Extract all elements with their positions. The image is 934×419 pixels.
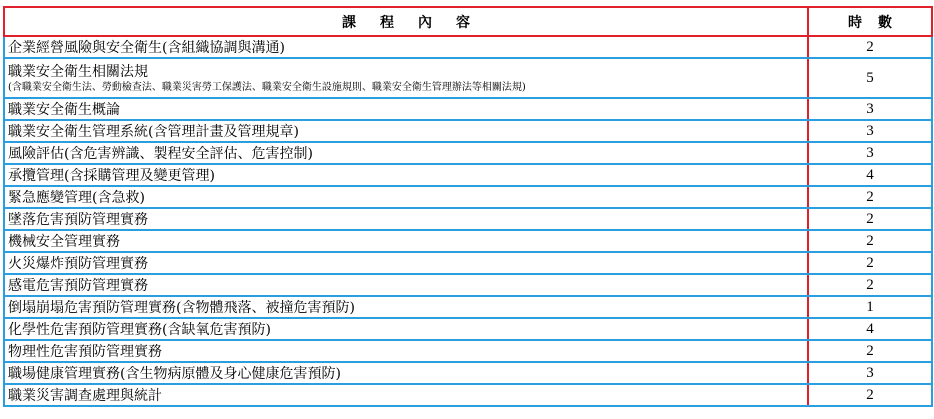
course-content-cell <box>4 58 808 98</box>
course-content-cell: 職業安全衛生管理系統(含管理計畫及管理規章) <box>4 120 808 142</box>
hours-header: 時數 <box>808 7 932 36</box>
table-row <box>4 318 932 340</box>
hours-cell: 4 <box>808 318 932 340</box>
hours-cell: 2 <box>808 340 932 362</box>
hours-cell: 3 <box>808 362 932 384</box>
course-content-cell: 墜落危害預防管理實務 <box>4 208 808 230</box>
course-content-cell: 風險評估(含危害辨識、製程安全評估、危害控制) <box>4 142 808 164</box>
table-row <box>4 120 932 142</box>
hours-cell: 2 <box>808 252 932 274</box>
table-row <box>4 58 932 98</box>
course-content-cell: 化學性危害預防管理實務(含缺氧危害預防) <box>4 318 808 340</box>
table-row <box>4 340 932 362</box>
course-content-cell: 機械安全管理實務 <box>4 230 808 252</box>
table-row <box>4 362 932 384</box>
hours-cell: 2 <box>808 186 932 208</box>
hours-cell: 3 <box>808 120 932 142</box>
course-hours-table <box>3 6 933 407</box>
hours-cell: 4 <box>808 164 932 186</box>
table-row <box>4 384 932 406</box>
course-content-header: 課程內容 <box>4 7 808 36</box>
table-row <box>4 164 932 186</box>
hours-cell: 2 <box>808 208 932 230</box>
table-row <box>4 142 932 164</box>
course-content-cell: 緊急應變管理(含急救) <box>4 186 808 208</box>
hours-cell: 3 <box>808 142 932 164</box>
course-content-cell: 倒塌崩塌危害預防管理實務(含物體飛落、被撞危害預防) <box>4 296 808 318</box>
course-content-cell: 職業安全衛生概論 <box>4 98 808 120</box>
course-content-cell: 承攬管理(含採購管理及變更管理) <box>4 164 808 186</box>
table-row <box>4 230 932 252</box>
hours-cell: 2 <box>808 384 932 406</box>
course-content-cell: 火災爆炸預防管理實務 <box>4 252 808 274</box>
table-row <box>4 36 932 58</box>
course-content-cell: 職場健康管理實務(含生物病原體及身心健康危害預防) <box>4 362 808 384</box>
course-content-cell: 職業災害調查處理與統計 <box>4 384 808 406</box>
course-content-subtitle: (含職業安全衛生法、勞動檢查法、職業災害勞工保護法、職業安全衛生設施規則、職業安全衛生管理辦法等相關法規) <box>8 81 526 93</box>
course-hours-table-container <box>3 6 931 419</box>
course-content-cell: 感電危害預防管理實務 <box>4 274 808 296</box>
table-row <box>4 186 932 208</box>
hours-cell: 2 <box>808 274 932 296</box>
table-row <box>4 252 932 274</box>
course-content-main: 職業安全衛生相關法規 <box>8 63 148 80</box>
hours-cell: 5 <box>808 58 932 98</box>
table-row <box>4 98 932 120</box>
course-content-cell: 企業經營風險與安全衛生(含組織協調與溝通) <box>4 36 808 58</box>
hours-cell: 1 <box>808 296 932 318</box>
table-row <box>4 274 932 296</box>
table-header-row <box>4 7 932 36</box>
course-content-cell: 物理性危害預防管理實務 <box>4 340 808 362</box>
hours-cell: 2 <box>808 230 932 252</box>
hours-cell: 3 <box>808 98 932 120</box>
hours-cell: 2 <box>808 36 932 58</box>
table-row <box>4 296 932 318</box>
table-row <box>4 208 932 230</box>
